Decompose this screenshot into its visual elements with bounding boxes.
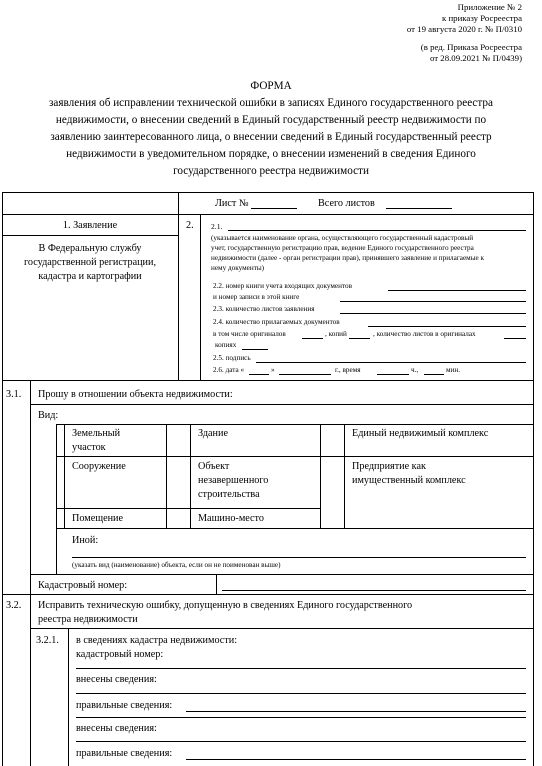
kind-unfinished-label-1: Объект — [198, 461, 230, 472]
field-2-1-note-4: нему документы) — [211, 264, 265, 272]
field-2-6-label: 2.6. дата « — [213, 366, 245, 374]
form-title: ФОРМА — [250, 80, 292, 92]
field-2-5-signature[interactable] — [256, 362, 526, 363]
s321-entered-input-2[interactable] — [76, 741, 526, 742]
field-2-6-min-input[interactable] — [424, 374, 444, 375]
section2-number: 2. — [186, 220, 194, 231]
field-2-4-label: 2.4. количество прилагаемых документов — [213, 318, 340, 326]
kind-parking-label: Машино-место — [198, 513, 264, 524]
section-3-2-text-1: Исправить техническую ошибку, допущенную в сведениях Единого государственного — [38, 600, 413, 611]
field-2-3-label: 2.3. количество листов заявления — [213, 305, 315, 313]
s321-correct-label-2: правильные сведения: — [76, 748, 173, 759]
section-3-2-text-2: реестра недвижимости — [38, 614, 138, 625]
kind-room-label: Помещение — [72, 513, 124, 524]
field-2-4-sheets-label: , количество листов в оригиналах — [373, 330, 476, 338]
field-2-5-label: 2.5. подпись — [213, 354, 251, 362]
kind-complex-label: Единый недвижимый комплекс — [352, 428, 489, 439]
field-2-6-day-input[interactable] — [249, 374, 269, 375]
field-2-2-label-2: и номер записи в этой книге — [213, 293, 300, 301]
section1-title: 1. Заявление — [62, 220, 118, 231]
field-2-2-book-input[interactable] — [388, 290, 526, 291]
kind-unfinished-label-2: незавершенного — [198, 475, 269, 486]
kind-unfinished-label-3: строительства — [198, 489, 260, 500]
kind-other-note: (указать вид (наименование) объекта, если он не поименован выше) — [72, 561, 281, 569]
kind-enterprise-label-2: имущественный комплекс — [352, 475, 466, 486]
edition-note-1: (в ред. Приказа Росреестра — [420, 42, 522, 52]
form-subtitle-3: заявлению заинтересованного лица, о внесении сведений в Единый государственный реестр — [50, 131, 492, 143]
order-date: от 19 августа 2020 г. № П/0310 — [406, 24, 522, 34]
section-3-1-text: Прошу в отношении объекта недвижимости: — [38, 389, 233, 400]
kind-land-label-2: участок — [72, 442, 106, 453]
form-subtitle-2: недвижимости, о внесении сведений в Единый государственный реестр недвижимости по — [55, 114, 487, 126]
field-2-3-input[interactable] — [340, 313, 526, 314]
field-2-2-record-input[interactable] — [340, 301, 526, 302]
s321-entered-input-1[interactable] — [76, 693, 526, 694]
s321-entered-label-1: внесены сведения: — [76, 674, 157, 685]
field-2-1-input[interactable] — [228, 230, 526, 231]
object-kind-label: Вид: — [38, 410, 59, 421]
field-2-4-copies2-label: копиях — [215, 341, 237, 349]
field-2-4-originals-label: в том числе оригиналов — [213, 330, 286, 338]
edition-note-2: от 28.09.2021 № П/0439) — [429, 53, 522, 63]
section1-recipient-2: государственной регистрации, — [23, 257, 156, 268]
s321-entered-label-2: внесены сведения: — [76, 723, 157, 734]
s321-correct-label-1: правильные сведения: — [76, 700, 173, 711]
section1-recipient-1: В Федеральную службу — [38, 243, 142, 254]
order-ref: к приказу Росреестра — [441, 13, 522, 23]
section1-recipient-3: кадастра и картографии — [38, 271, 142, 282]
field-2-6-quote: » — [271, 366, 275, 374]
section-3-2-1-number: 3.2.1. — [36, 635, 59, 646]
sheet-total-label: Всего листов — [318, 198, 375, 209]
field-2-6-year-label: г., время — [335, 366, 361, 374]
section-3-2-number: 3.2. — [6, 600, 22, 611]
field-2-4-copies-input[interactable] — [349, 338, 370, 339]
field-2-4-copies2-input[interactable] — [242, 349, 268, 350]
field-2-4-originals-input[interactable] — [302, 338, 323, 339]
field-2-4-copies-label: , копий — [325, 330, 347, 338]
field-2-6-hour-input[interactable] — [377, 374, 409, 375]
field-2-2-label-1: 2.2. номер книги учета входящих документов — [213, 282, 352, 290]
kind-building-label: Здание — [198, 428, 228, 439]
s321-correct-input-2[interactable] — [186, 759, 526, 760]
s321-correct-input-1[interactable] — [186, 711, 526, 712]
field-2-1-note-2: учет, государственную регистрацию прав, ведение Единого государственного реестра — [211, 244, 474, 252]
field-2-6-min-label: мин. — [446, 366, 461, 374]
sheet-number-field[interactable] — [251, 208, 297, 209]
form-subtitle-5: государственного реестра недвижимости — [173, 165, 369, 177]
appendix-label: Приложение № 2 — [457, 2, 522, 12]
s321-separator — [76, 717, 526, 718]
field-2-6-month-input[interactable] — [279, 374, 331, 375]
form-subtitle-1: заявления об исправлении технической ошибки в записях Единого государственного реестра — [48, 97, 493, 109]
sheet-total-field[interactable] — [386, 208, 452, 209]
field-2-4-sheets-input[interactable] — [504, 338, 526, 339]
sheet-number-label: Лист № — [215, 198, 249, 209]
s321-cadastral-input[interactable] — [76, 668, 526, 669]
kind-enterprise-label-1: Предприятие как — [352, 461, 426, 472]
cadastral-number-input[interactable] — [222, 590, 526, 591]
field-2-1-label: 2.1. — [211, 222, 223, 231]
kind-other-label: Иной: — [72, 535, 99, 546]
kind-land-label-1: Земельный — [72, 428, 121, 439]
field-2-1-note-3: недвижимости (далее - орган регистрации прав), принявшего заявление и прилагаемые к — [211, 254, 485, 262]
kind-other-input[interactable] — [72, 557, 526, 558]
kind-structure-label: Сооружение — [72, 461, 126, 472]
field-2-4-input[interactable] — [368, 326, 526, 327]
field-2-1-note-1: (указывается наименование органа, осуществляющего государственный кадастровый — [211, 234, 474, 242]
form-subtitle-4: недвижимости в уведомительном порядке, о внесении изменений в сведения Единого — [66, 148, 476, 160]
section-3-2-1-text: в сведениях кадастра недвижимости: — [76, 635, 238, 646]
s321-cadastral-label: кадастровый номер: — [76, 649, 164, 660]
cadastral-number-label: Кадастровый номер: — [38, 580, 128, 591]
field-2-6-hour-label: ч., — [411, 366, 419, 374]
section-3-1-number: 3.1. — [6, 389, 22, 400]
